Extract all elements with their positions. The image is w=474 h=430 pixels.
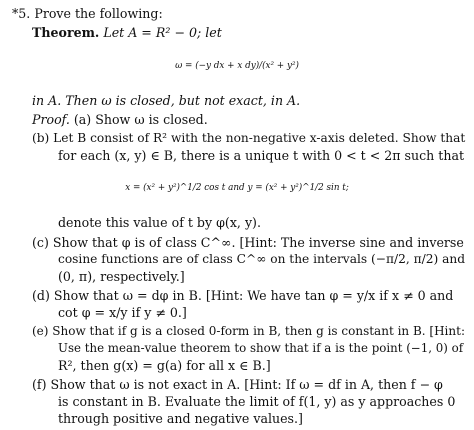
part-b-line-2: for each (x, y) ∈ B, there is a unique t with 0 < t < 2π such that xyxy=(58,148,465,163)
omega-definition: ω = (−y dx + x dy)/(x² + y²) xyxy=(175,61,299,71)
theorem-conclusion: in A. Then ω is closed, but not exact, in A. xyxy=(32,93,301,108)
part-e-line-1: (e) Show that if g is a closed 0-form in B, then g is constant in B. [Hint: xyxy=(32,324,465,338)
theorem-text: Let A = R² − 0; let xyxy=(103,25,222,40)
problem-intro: Prove the following: xyxy=(34,6,163,21)
part-f-line-2: is constant in B. Evaluate the limit of f(1, y) as y approaches 0 xyxy=(58,394,456,409)
problem-header xyxy=(12,6,163,21)
problem-number: *5. xyxy=(12,6,31,21)
part-a-text: (a) Show ω is closed. xyxy=(73,112,208,127)
proof-part-a xyxy=(32,112,208,127)
part-f-line-3: through positive and negative values.] xyxy=(58,411,303,426)
part-b-line-3: denote this value of t by φ(x, y). xyxy=(58,215,261,230)
theorem-statement xyxy=(32,25,222,40)
part-b-formula: x = (x² + y²)^1/2 cos t and y = (x² + y²)^1/2 sin t; xyxy=(125,183,349,193)
part-c-line-1: (c) Show that φ is of class C^∞. [Hint: The inverse sine and inverse xyxy=(32,235,464,250)
part-f-line-1: (f) Show that ω is not exact in A. [Hint: If ω = df in A, then f − φ xyxy=(32,377,443,392)
theorem-label: Theorem. xyxy=(32,25,100,40)
part-e-line-2: Use the mean-value theorem to show that if a is the point (−1, 0) of xyxy=(58,341,464,355)
part-c-line-2: cosine functions are of class C^∞ on the intervals (−π/2, π/2) and xyxy=(58,252,465,266)
proof-label: Proof. xyxy=(32,112,70,127)
part-d-line-1: (d) Show that ω = dφ in B. [Hint: We have tan φ = y/x if x ≠ 0 and xyxy=(32,288,454,303)
part-d-line-2: cot φ = x/y if y ≠ 0.] xyxy=(58,305,187,320)
part-c-line-3: (0, π), respectively.] xyxy=(58,269,185,284)
part-b-line-1: (b) Let B consist of R² with the non-negative x-axis deleted. Show that xyxy=(32,131,466,145)
part-e-line-3: R², then g(x) = g(a) for all x ∈ B.] xyxy=(58,358,271,373)
